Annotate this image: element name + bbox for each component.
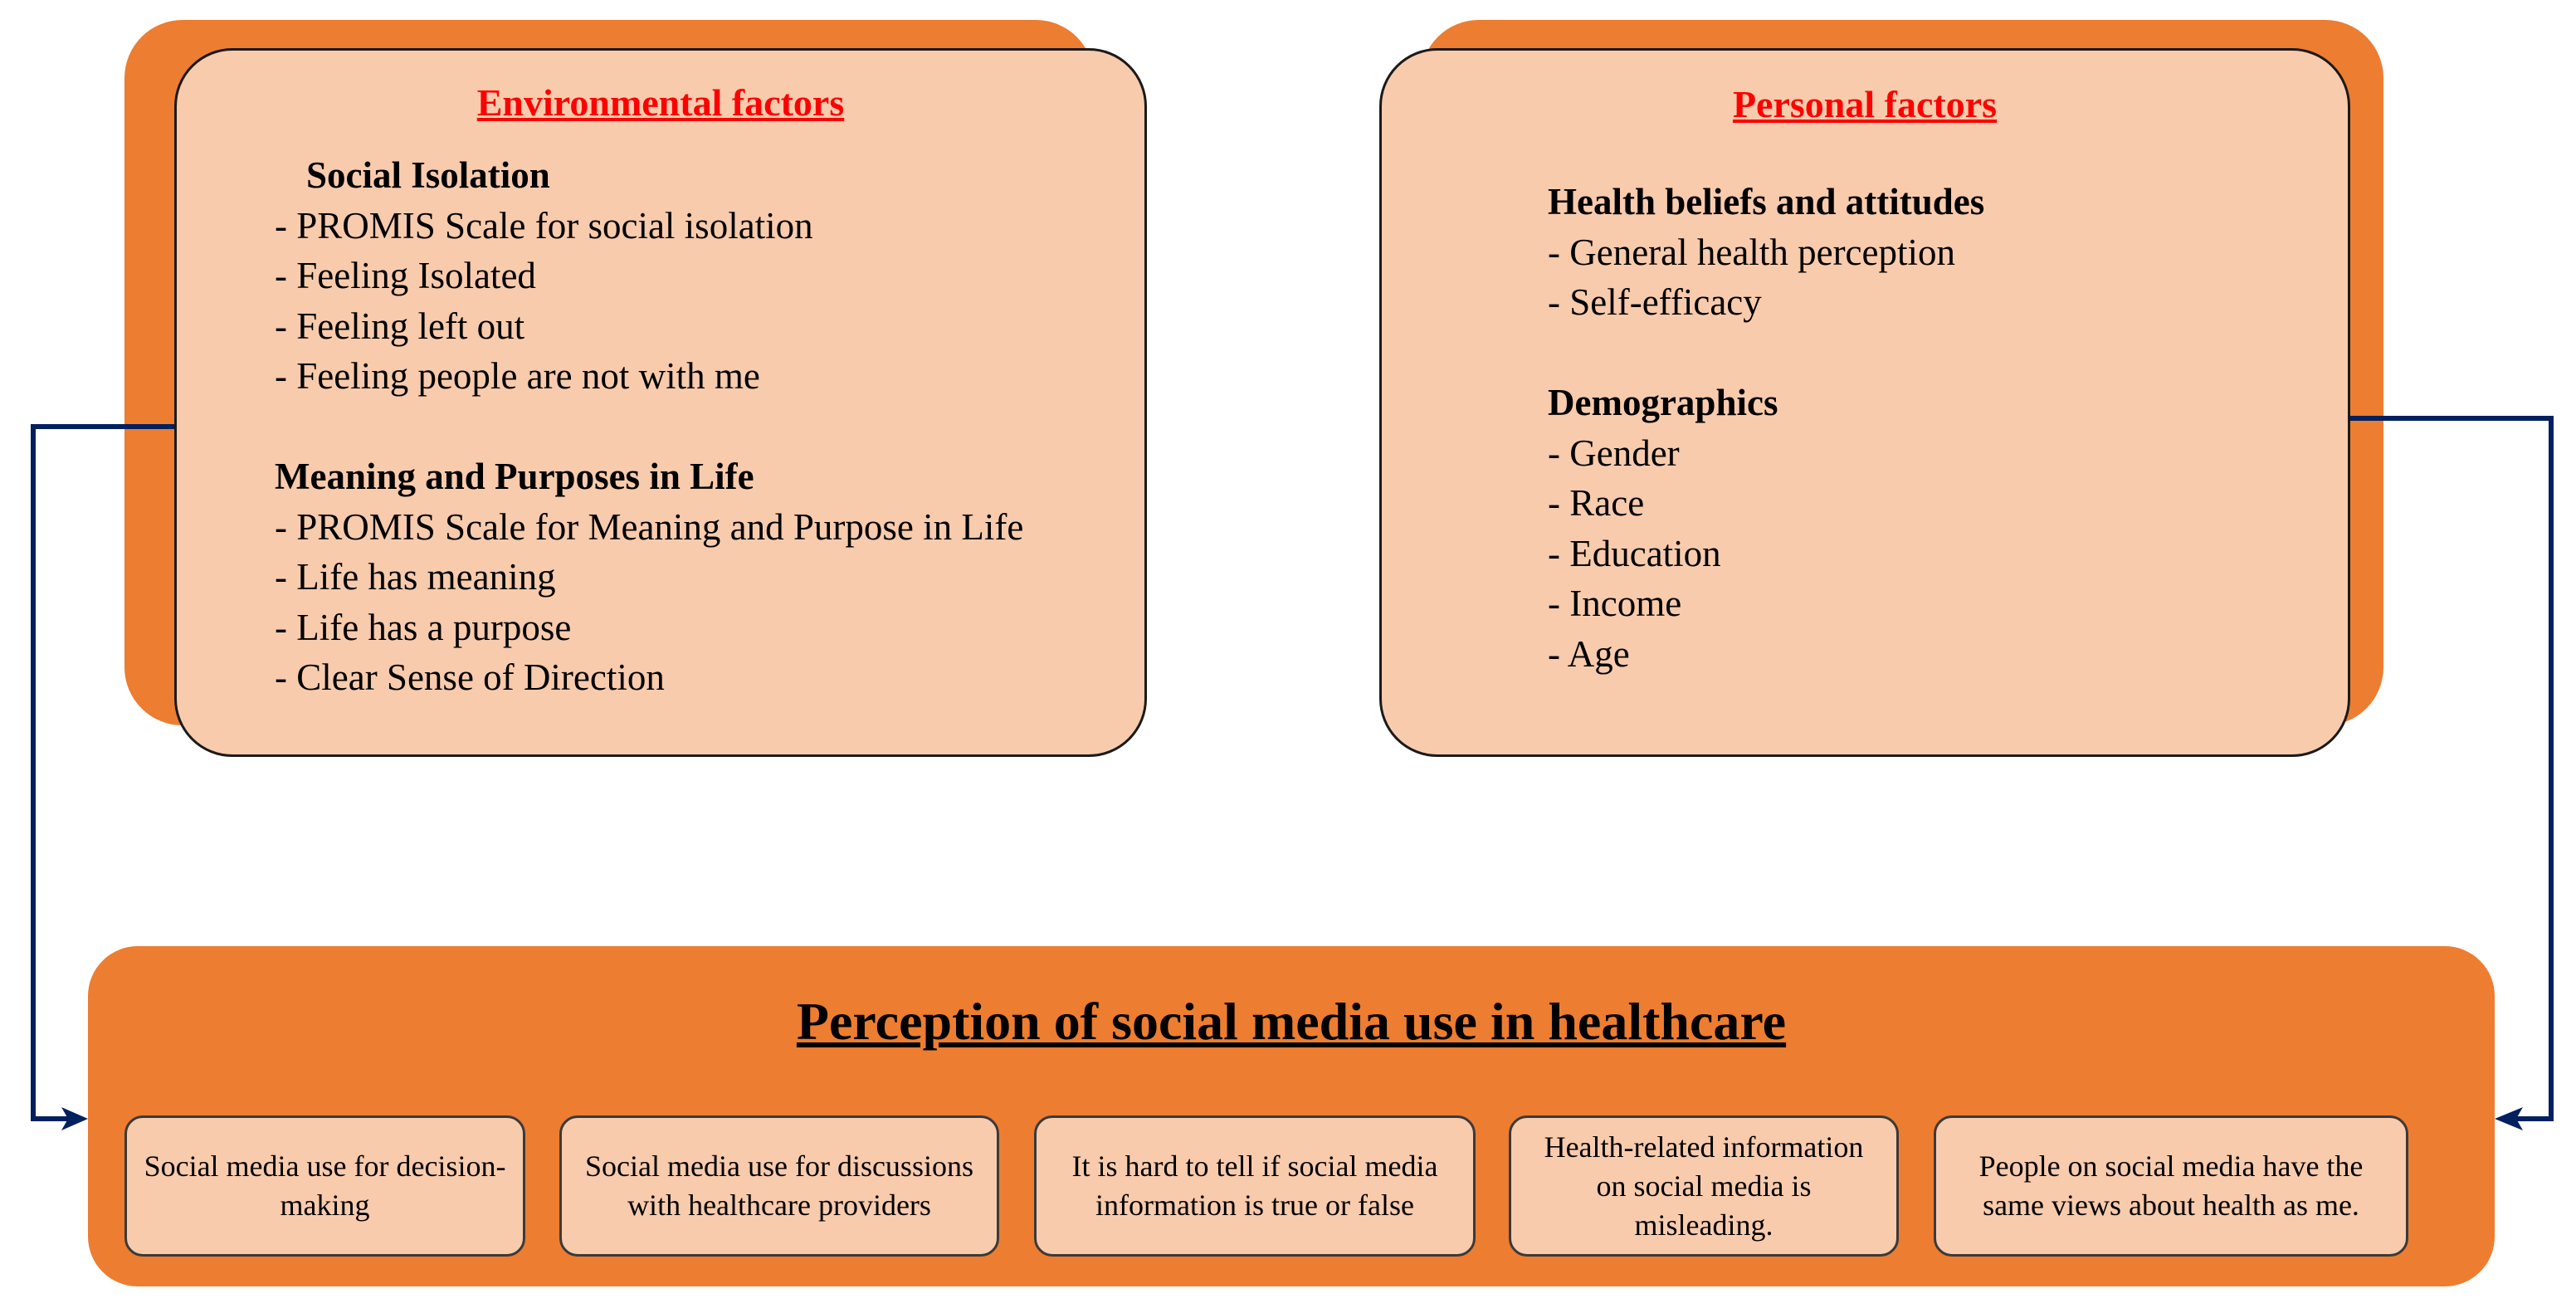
- outcome-item-information-misleading: Health-related information on social media is misleading.: [1509, 1115, 1899, 1257]
- personal-to-outcome-arrow: [2350, 418, 2551, 1119]
- outcome-title: Perception of social media use in healthcare: [796, 992, 1787, 1051]
- factor-item: - Education: [1548, 532, 1721, 574]
- factor-heading: Health beliefs and attitudes: [1548, 181, 1985, 222]
- factor-item: - Race: [1548, 482, 1645, 524]
- factor-heading: Social Isolation: [306, 154, 550, 196]
- factor-item: - Age: [1548, 632, 1630, 675]
- outcome-item-discussions-with-providers: Social media use for discussions with healthcare providers: [559, 1115, 999, 1257]
- outcome-item-decision-making: Social media use for decision-making: [124, 1115, 525, 1257]
- factor-item: - Gender: [1548, 432, 1680, 474]
- factor-item: - Life has a purpose: [275, 606, 572, 648]
- outcome-item-same-views: People on social media have the same views about health as me.: [1934, 1115, 2408, 1257]
- factor-item: - Feeling left out: [275, 305, 525, 347]
- factor-item: - PROMIS Scale for social isolation: [275, 204, 813, 246]
- factor-item: - General health perception: [1548, 231, 1956, 273]
- factor-heading: Meaning and Purposes in Life: [275, 456, 754, 497]
- environmental-factors-title: Environmental factors: [476, 81, 845, 124]
- factor-item: - Feeling people are not with me: [275, 355, 760, 397]
- factor-item: - Clear Sense of Direction: [275, 656, 665, 698]
- environmental-to-outcome-arrow: [33, 427, 174, 1119]
- factor-item: - Life has meaning: [275, 556, 556, 598]
- personal-factors-title: Personal factors: [1732, 83, 1998, 125]
- factor-heading: Demographics: [1548, 382, 1778, 423]
- factor-item: - Self-efficacy: [1548, 281, 1762, 323]
- factor-item: - Feeling Isolated: [275, 255, 536, 296]
- factor-item: - PROMIS Scale for Meaning and Purpose in Life: [275, 505, 1024, 548]
- outcome-item-hard-to-tell-true-false: It is hard to tell if social media information is true or false: [1034, 1115, 1476, 1257]
- factor-item: - Income: [1548, 583, 1682, 624]
